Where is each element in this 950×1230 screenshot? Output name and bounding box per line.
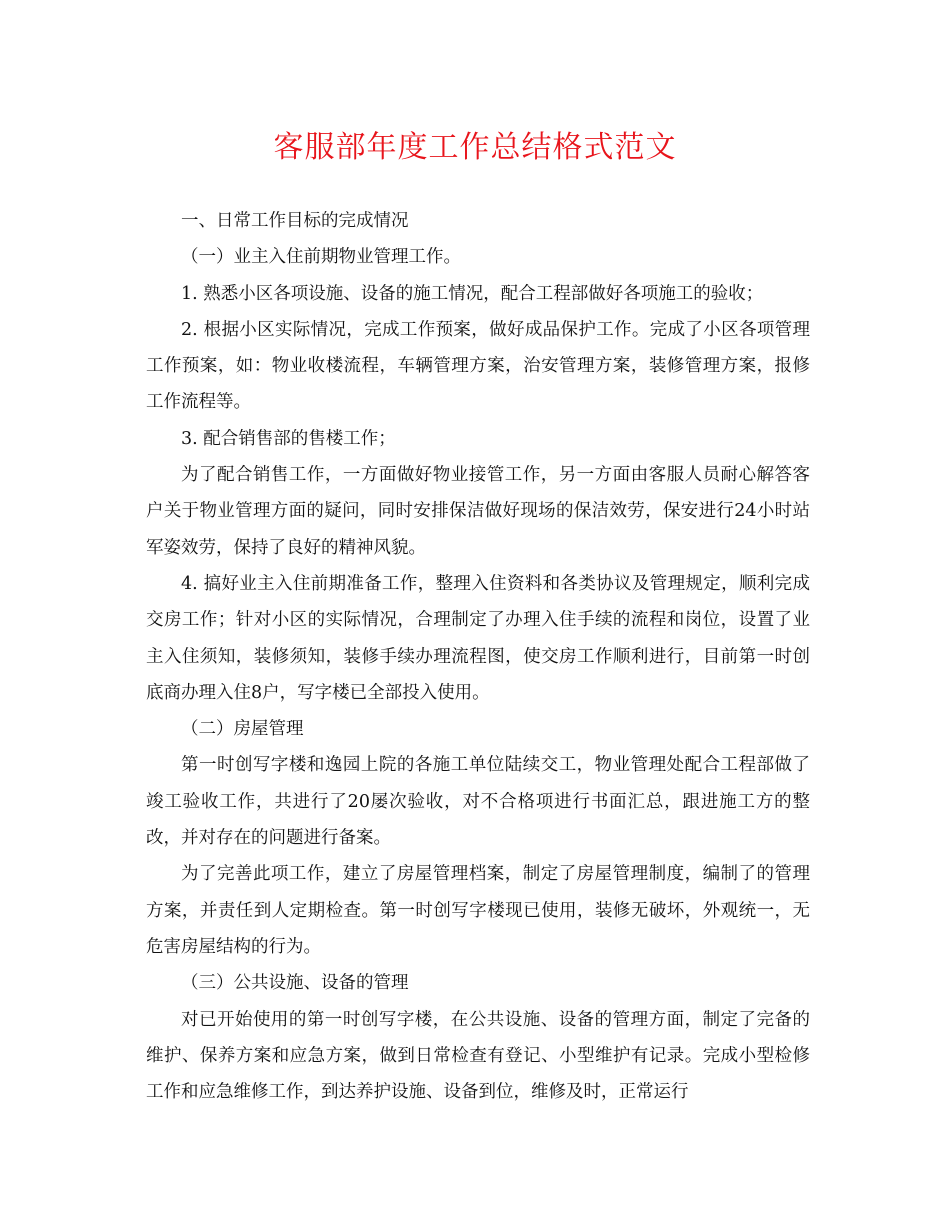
subsection-heading: （三）公共设施、设备的管理: [181, 973, 409, 994]
document-body: [146, 203, 810, 1110]
subsection-heading: （二）房屋管理: [181, 719, 304, 740]
body-paragraph: 为了配合销售工作，一方面做好物业接管工作，另一方面由客服人员耐心解答客户关于物业管理方面的疑问，同时安排保洁做好现场的保洁效劳，保安进行24小时站军姿效劳，保持了良好的精神风貌。: [146, 465, 810, 558]
list-item: 3. 配合销售部的售楼工作；: [181, 428, 396, 449]
body-paragraph: 对已开始使用的第一时创写字楼，在公共设施、设备的管理方面，制定了完备的维护、保养方案和应急方案，做到日常检查有登记、小型维护有记录。完成小型检修工作和应急维修工作，到达养护设施、设备到位，维修及时，正常运行: [146, 1009, 810, 1103]
document-title: 客服部年度工作总结格式范文: [273, 130, 677, 165]
body-paragraph: 第一时创写字楼和逸园上院的各施工单位陆续交工，物业管理处配合工程部做了竣工验收工作，共进行了20屡次验收，对不合格项进行书面汇总，跟进施工方的整改，并对存在的问题进行备案。: [146, 755, 810, 849]
list-item: 1. 熟悉小区各项设施、设备的施工情况，配合工程部做好各项施工的验收；: [181, 283, 764, 304]
body-paragraph: 为了完善此项工作，建立了房屋管理档案，制定了房屋管理制度，编制了的管理方案，并责任到人定期检查。第一时创写字楼现已使用，装修无破坏，外观统一，无危害房屋结构的行为。: [146, 864, 810, 957]
list-item: 4. 搞好业主入住前期准备工作，整理入住资料和各类协议及管理规定，顺利完成交房工作；针对小区的实际情况，合理制定了办理入住手续的流程和岗位，设置了业主入住须知，装修须知，装修手续办理流程图，使交房工作顺利进行，目前第一时创底商办理入住8户，写字楼已全部投入使用。: [146, 573, 810, 703]
list-item: 2. 根据小区实际情况，完成工作预案，做好成品保护工作。完成了小区各项管理工作预案，如：物业收楼流程，车辆管理方案，治安管理方案，装修管理方案，报修工作流程等。: [146, 319, 810, 413]
subsection-heading: （一）业主入住前期物业管理工作。: [181, 247, 461, 268]
section-heading: 一、日常工作目标的完成情况: [181, 211, 409, 231]
